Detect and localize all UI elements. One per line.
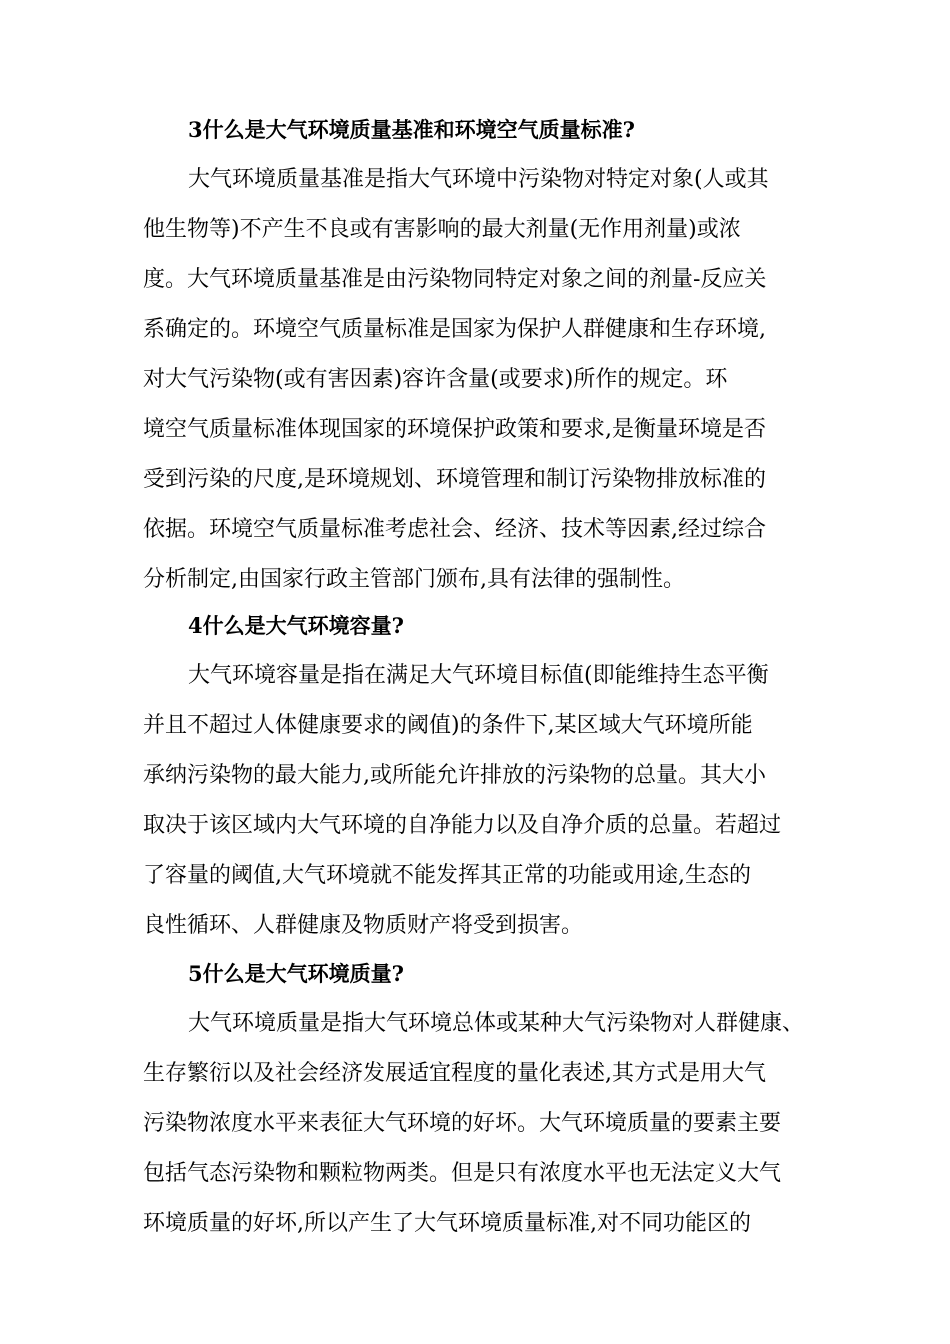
paragraph-line: 境空气质量标准体现国家的环境保护政策和要求,是衡量环境是否 [143,417,766,442]
paragraph-line: 度。大气环境质量基准是由污染物同特定对象之间的剂量-反应关 [143,267,767,292]
paragraph-line: 系确定的。环境空气质量标准是国家为保护人群健康和生存环境, [143,317,766,342]
paragraph-line: 良性循环、人群健康及物质财产将受到损害。 [143,913,584,938]
paragraph-line: 他生物等)不产生不良或有害影响的最大剂量(无作用剂量)或浓 [143,217,741,242]
section-5-heading: 5什么是大气环境质量? [188,961,404,986]
paragraph-line: 对大气污染物(或有害因素)容许含量(或要求)所作的规定。环 [143,367,728,392]
paragraph-line: 包括气态污染物和颗粒物两类。但是只有浓度水平也无法定义大气 [143,1161,782,1186]
section-5-paragraph [143,999,823,1249]
paragraph-line: 环境质量的好坏,所以产生了大气环境质量标准,对不同功能区的 [143,1211,751,1236]
paragraph-line: 受到污染的尺度,是环境规划、环境管理和制订污染物排放标准的 [143,467,766,492]
section-3-heading: 3什么是大气环境质量基准和环境空气质量标准? [188,117,635,142]
section-4-heading: 4什么是大气环境容量? [188,613,404,638]
paragraph-line: 承纳污染物的最大能力,或所能允许排放的污染物的总量。其大小 [143,763,766,788]
paragraph-line: 分析制定,由国家行政主管部门颁布,具有法律的强制性。 [143,567,685,592]
paragraph-line: 生存繁衍以及社会经济发展适宜程度的量化表述,其方式是用大气 [143,1061,766,1086]
paragraph-line: 大气环境容量是指在满足大气环境目标值(即能维持生态平衡 [188,663,769,688]
paragraph-line: 依据。环境空气质量标准考虑社会、经济、技术等因素,经过综合 [143,517,766,542]
paragraph-line: 取决于该区域内大气环境的自净能力以及自净介质的总量。若超过 [143,813,782,838]
paragraph-line: 并且不超过人体健康要求的阈值)的条件下,某区域大气环境所能 [143,713,753,738]
paragraph-line: 大气环境质量基准是指大气环境中污染物对特定对象(人或其 [188,167,769,192]
paragraph-line: 污染物浓度水平来表征大气环境的好坏。大气环境质量的要素主要 [143,1111,782,1136]
document-page [143,112,823,1249]
paragraph-line: 了容量的阈值,大气环境就不能发挥其正常的功能或用途,生态的 [143,863,751,888]
paragraph-line: 大气环境质量是指大气环境总体或某种大气污染物对人群健康、 [188,1011,805,1036]
section-3-paragraph [143,155,823,605]
section-4-paragraph [143,651,823,951]
